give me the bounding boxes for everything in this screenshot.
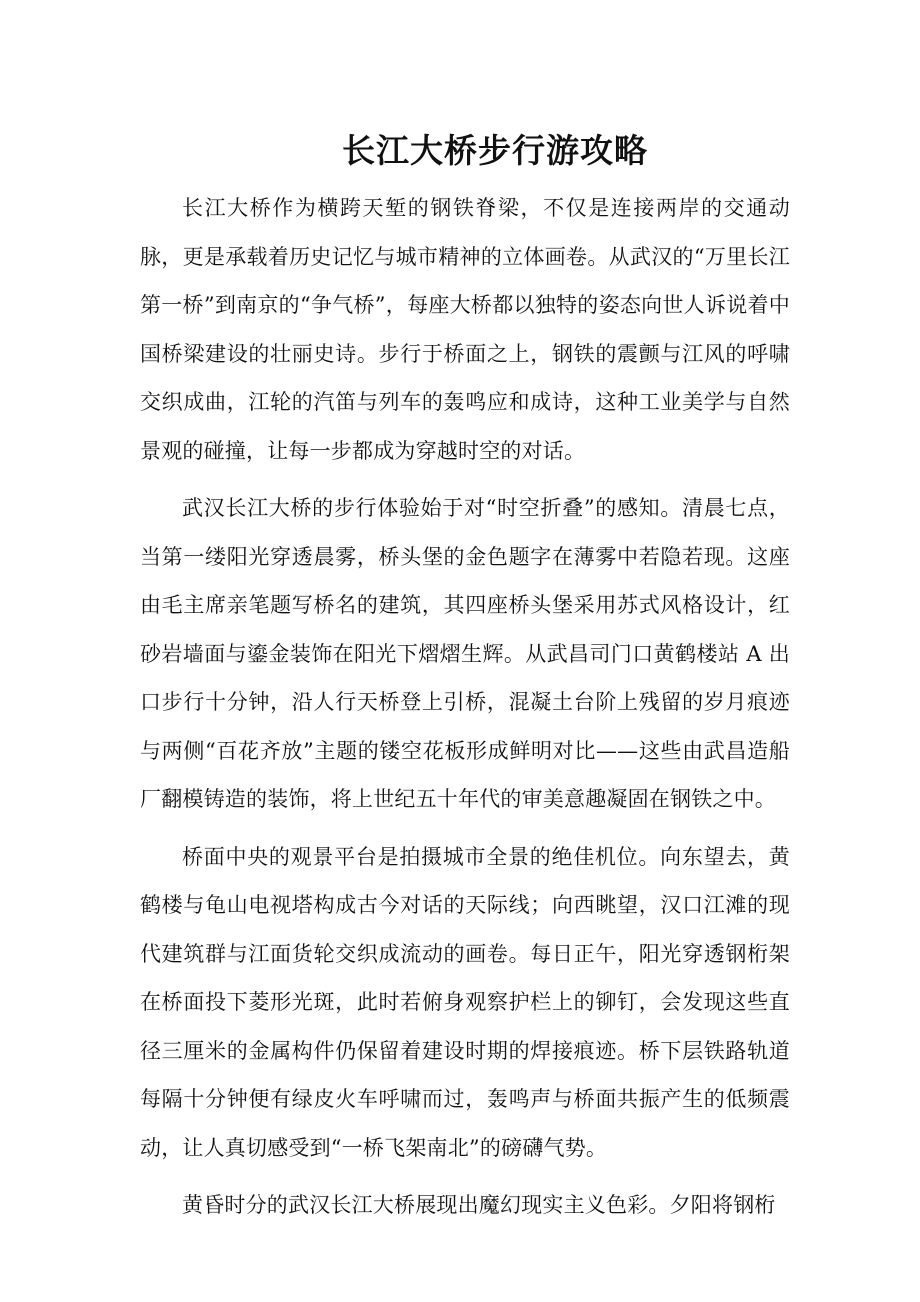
paragraph-1: 长江大桥作为横跨天堑的钢铁脊梁，不仅是连接两岸的交通动脉，更是承载着历史记忆与城市精神的立体画卷。从武汉的“万里长江第一桥”到南京的“争气桥”，每座大桥都以独特的姿态向世人诉说着中国桥梁建设的壮丽史诗。步行于桥面之上，钢铁的震颤与江风的呼啸交织成曲，江轮的汽笛与列车的轰鸣应和成诗，这种工业美学与自然景观的碰撞，让每一步都成为穿越时空的对话。 bbox=[140, 196, 790, 463]
page-title: 长江大桥步行游攻略 bbox=[342, 131, 648, 170]
paragraph-3: 桥面中央的观景平台是拍摄城市全景的绝佳机位。向东望去，黄鹤楼与龟山电视塔构成古今对话的天际线；向西眺望，汉口江滩的现代建筑群与江面货轮交织成流动的画卷。每日正午，阳光穿透钢桁架在桥面投下菱形光斑，此时若俯身观察护栏上的铆钉，会发现这些直径三厘米的金属构件仍保留着建设时期的焊接痕迹。桥下层铁路轨道每隔十分钟便有绿皮火车呼啸而过，轰鸣声与桥面共振产生的低频震动，让人真切感受到“一桥飞架南北”的磅礴气势。 bbox=[140, 844, 790, 1160]
document-body bbox=[140, 184, 790, 1239]
paragraph-4: 黄昏时分的武汉长江大桥展现出魔幻现实主义色彩。夕阳将钢桁 bbox=[182, 1193, 776, 1217]
paragraph-2: 武汉长江大桥的步行体验始于对“时空折叠”的感知。清晨七点，当第一缕阳光穿透晨雾，桥头堡的金色题字在薄雾中若隐若现。这座由毛主席亲笔题写桥名的建筑，其四座桥头堡采用苏式风格设计，红砂岩墙面与鎏金装饰在阳光下熠熠生辉。从武昌司门口黄鹤楼站 A 出口步行十分钟，沿人行天桥登上引桥，混凝土台阶上残留的岁月痕迹与两侧“百花齐放”主题的镂空花板形成鲜明对比——这些由武昌造船厂翻模铸造的装饰，将上世纪五十年代的审美意趣凝固在钢铁之中。 bbox=[140, 496, 790, 811]
